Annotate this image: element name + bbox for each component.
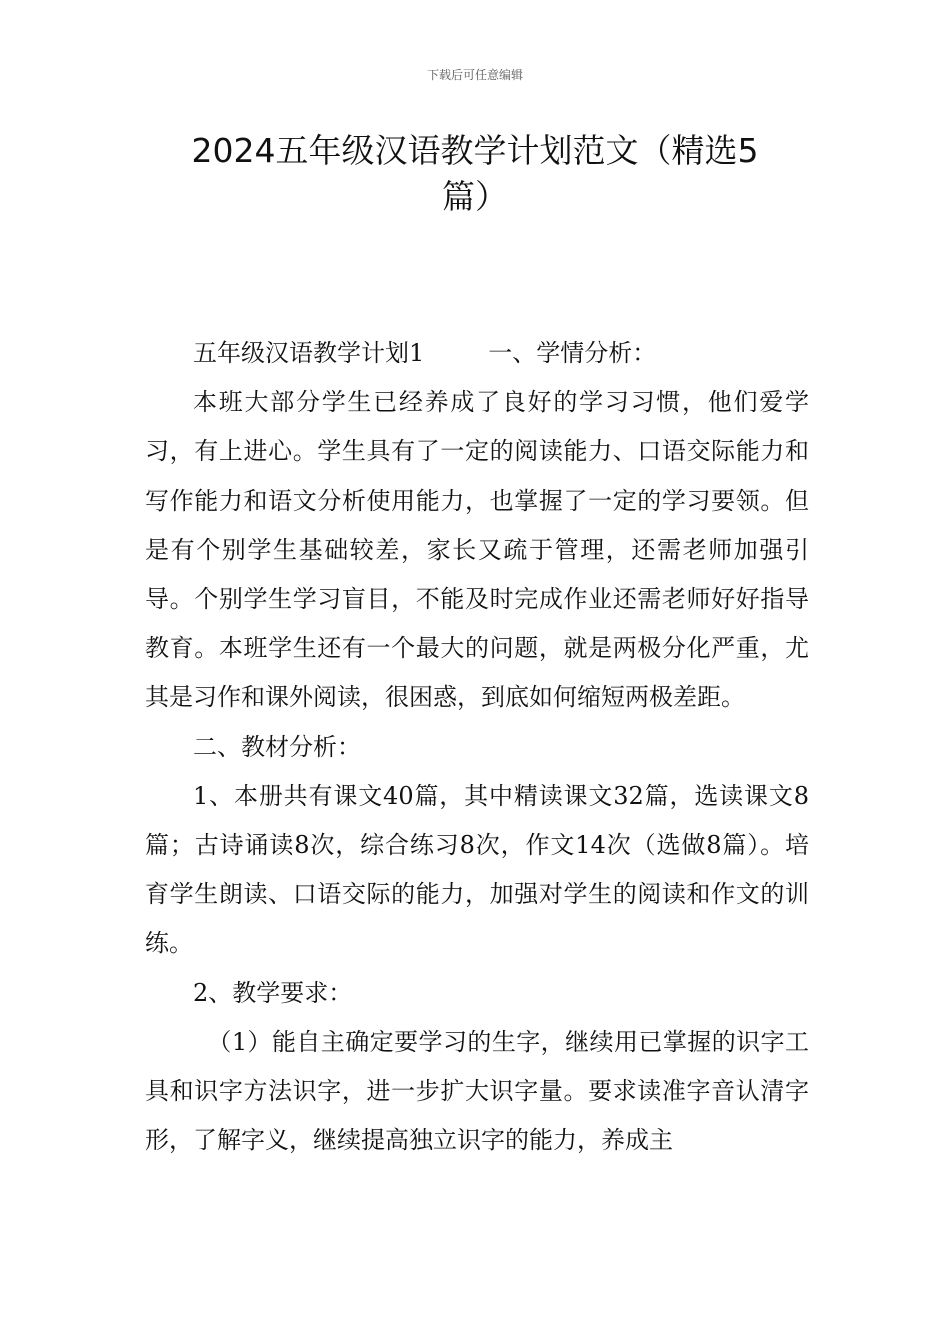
section-heading-1: 一、学情分析： [488,339,657,367]
paragraph-situation: 本班大部分学生已经养成了良好的学习习惯，他们爱学习，有上进心。学生具有了一定的阅读能力、口语交际能力和写作能力和语文分析使用能力，也掌握了一定的学习要领。但是有个别学生基础较差，家长又疏于管理，还需老师加强引导。个别学生学习盲目，不能及时完成作业还需老师好好指导教育。本班学生还有一个最大的问题，就是两极分化严重，尤其是习作和课外阅读，很困惑，到底如何缩短两极差距。 [145,388,809,712]
page-header-note: 下载后可任意编辑 [426,68,523,82]
document-body [145,329,809,1165]
paragraph-requirement-1: （1）能自主确定要学习的生字，继续用已掌握的识字工具和识字方法识字，进一步扩大识字量。要求读准字音认清字形，了解字义，继续提高独立识字的能力，养成主 [145,1027,809,1155]
paragraph-textbook: 1、本册共有课文40篇，其中精读课文32篇，选读课文8篇；古诗诵读8次，综合练习8次，作文14次（选做8篇）。培育学生朗读、口语交际的能力，加强对学生的阅读和作文的训练。 [145,781,809,958]
intro-line [145,329,809,378]
subheading-requirements: 2、教学要求： [193,978,353,1007]
section-heading-2: 二、教材分析： [193,732,361,761]
document-title: 2024五年级汉语教学计划范文（精选5篇） [191,131,759,216]
intro-label: 五年级汉语教学计划1 [193,339,425,367]
